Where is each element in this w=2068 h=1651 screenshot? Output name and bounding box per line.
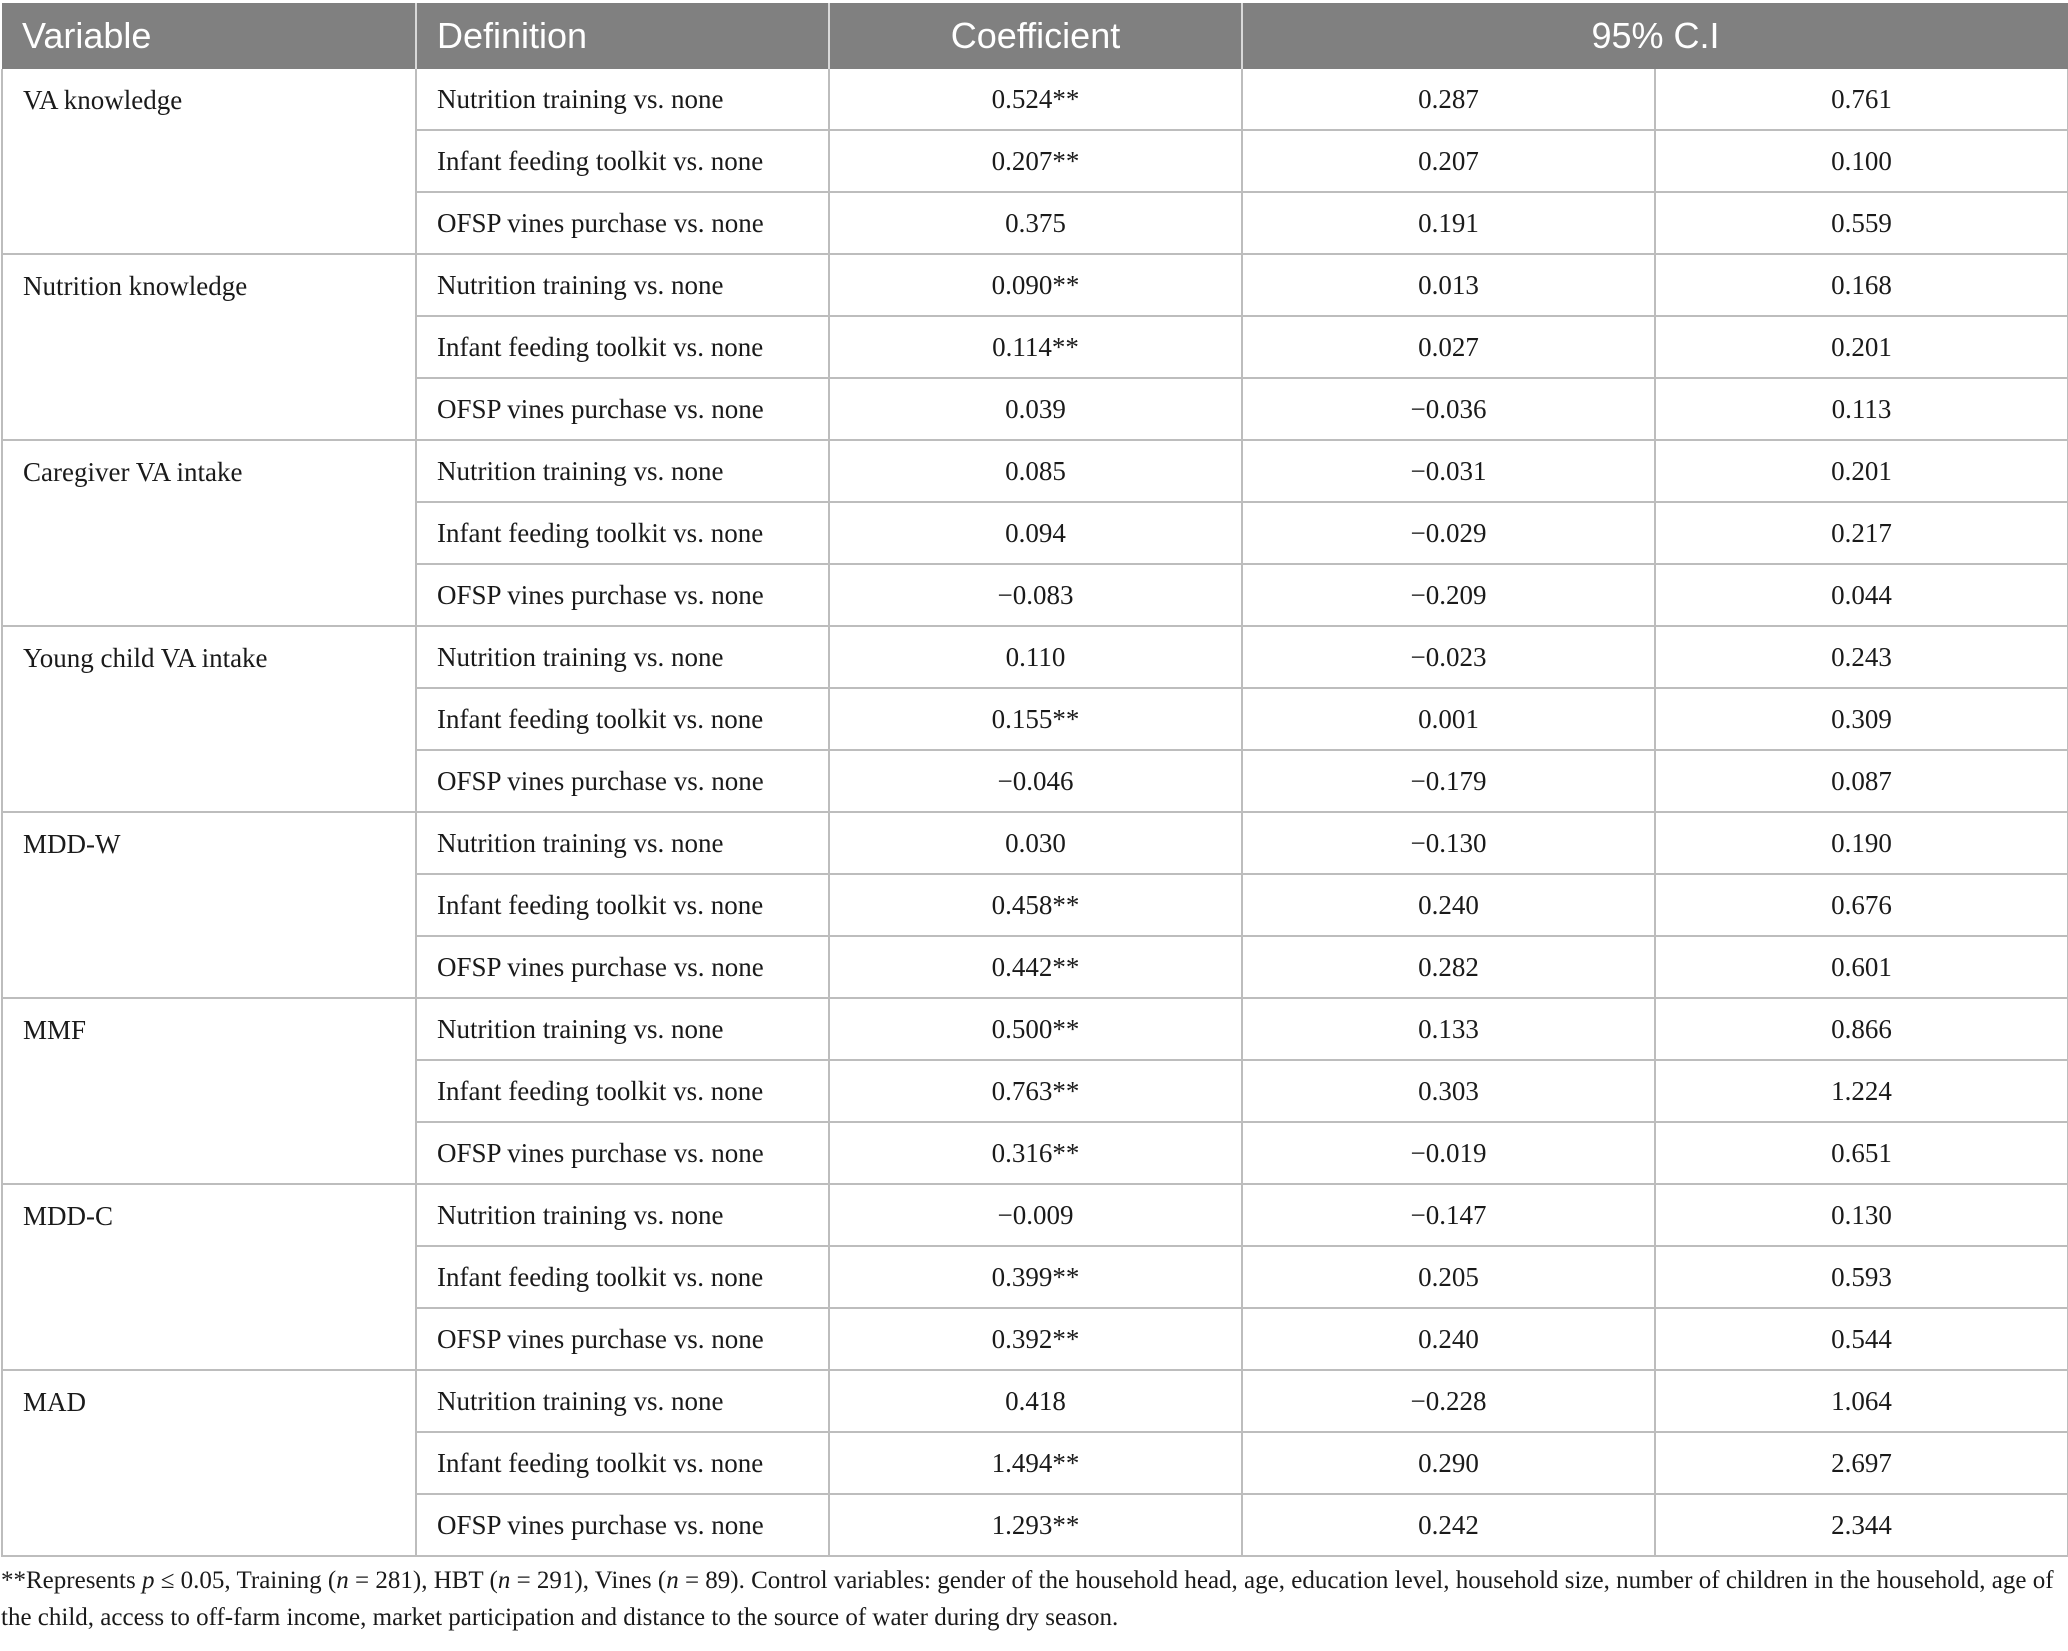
cell-ci-lower: −0.031 [1242, 440, 1655, 502]
cell-ci-lower: −0.029 [1242, 502, 1655, 564]
cell-variable: Caregiver VA intake [2, 440, 416, 626]
header-coefficient: Coefficient [829, 3, 1242, 69]
cell-definition: Nutrition training vs. none [416, 440, 829, 502]
cell-ci-upper: 0.044 [1655, 564, 2068, 626]
footnote-text: ≤ 0.05, Training ( [154, 1567, 337, 1594]
cell-ci-lower: −0.130 [1242, 812, 1655, 874]
cell-ci-upper: 2.697 [1655, 1432, 2068, 1494]
cell-definition: OFSP vines purchase vs. none [416, 378, 829, 440]
cell-ci-upper: 0.087 [1655, 750, 2068, 812]
cell-ci-lower: 0.282 [1242, 936, 1655, 998]
cell-ci-upper: 2.344 [1655, 1494, 2068, 1556]
cell-ci-lower: 0.240 [1242, 1308, 1655, 1370]
cell-ci-lower: −0.147 [1242, 1184, 1655, 1246]
cell-ci-lower: 0.013 [1242, 254, 1655, 316]
cell-ci-upper: 0.651 [1655, 1122, 2068, 1184]
cell-ci-lower: −0.179 [1242, 750, 1655, 812]
table-row [2, 998, 2068, 1060]
cell-ci-lower: 0.191 [1242, 192, 1655, 254]
cell-ci-lower: 0.290 [1242, 1432, 1655, 1494]
header-row [2, 3, 2068, 69]
cell-ci-lower: 0.242 [1242, 1494, 1655, 1556]
cell-ci-lower: 0.001 [1242, 688, 1655, 750]
cell-definition: Nutrition training vs. none [416, 1370, 829, 1432]
cell-coefficient: 0.090** [829, 254, 1242, 316]
cell-ci-upper: 0.201 [1655, 316, 2068, 378]
cell-coefficient: 0.418 [829, 1370, 1242, 1432]
cell-definition: Nutrition training vs. none [416, 812, 829, 874]
cell-definition: Nutrition training vs. none [416, 1184, 829, 1246]
cell-ci-upper: 0.100 [1655, 130, 2068, 192]
cell-ci-lower: −0.023 [1242, 626, 1655, 688]
cell-definition: Infant feeding toolkit vs. none [416, 874, 829, 936]
cell-ci-upper: 0.676 [1655, 874, 2068, 936]
cell-ci-lower: −0.209 [1242, 564, 1655, 626]
cell-variable: Nutrition knowledge [2, 254, 416, 440]
cell-coefficient: 0.110 [829, 626, 1242, 688]
cell-ci-upper: 0.217 [1655, 502, 2068, 564]
cell-ci-upper: 0.190 [1655, 812, 2068, 874]
table-row [2, 1370, 2068, 1432]
cell-ci-lower: 0.207 [1242, 130, 1655, 192]
cell-ci-lower: 0.133 [1242, 998, 1655, 1060]
cell-definition: OFSP vines purchase vs. none [416, 192, 829, 254]
cell-definition: Infant feeding toolkit vs. none [416, 688, 829, 750]
cell-definition: OFSP vines purchase vs. none [416, 750, 829, 812]
cell-ci-upper: 0.866 [1655, 998, 2068, 1060]
cell-definition: Infant feeding toolkit vs. none [416, 1246, 829, 1308]
cell-ci-lower: −0.036 [1242, 378, 1655, 440]
footnote-n-symbol: n [336, 1567, 349, 1594]
cell-coefficient: 0.039 [829, 378, 1242, 440]
cell-coefficient: 0.155** [829, 688, 1242, 750]
cell-definition: Infant feeding toolkit vs. none [416, 130, 829, 192]
footnote-text: **Represents [1, 1567, 142, 1594]
header-definition: Definition [416, 3, 829, 69]
cell-definition: Nutrition training vs. none [416, 998, 829, 1060]
cell-ci-lower: 0.205 [1242, 1246, 1655, 1308]
cell-definition: OFSP vines purchase vs. none [416, 1308, 829, 1370]
cell-variable: MDD-W [2, 812, 416, 998]
footnote-text: = 291), Vines ( [510, 1567, 667, 1594]
cell-coefficient: 0.094 [829, 502, 1242, 564]
cell-ci-upper: 0.168 [1655, 254, 2068, 316]
cell-coefficient: 0.392** [829, 1308, 1242, 1370]
cell-definition: Infant feeding toolkit vs. none [416, 502, 829, 564]
cell-coefficient: 0.458** [829, 874, 1242, 936]
cell-ci-lower: −0.019 [1242, 1122, 1655, 1184]
cell-coefficient: 1.494** [829, 1432, 1242, 1494]
cell-ci-lower: 0.287 [1242, 69, 1655, 130]
cell-coefficient: 0.375 [829, 192, 1242, 254]
cell-ci-upper: 0.761 [1655, 69, 2068, 130]
cell-ci-upper: 1.064 [1655, 1370, 2068, 1432]
cell-ci-lower: 0.303 [1242, 1060, 1655, 1122]
cell-ci-upper: 0.113 [1655, 378, 2068, 440]
cell-coefficient: 0.399** [829, 1246, 1242, 1308]
cell-definition: Nutrition training vs. none [416, 69, 829, 130]
cell-ci-upper: 0.309 [1655, 688, 2068, 750]
table-header [2, 3, 2068, 69]
header-confidence-interval: 95% C.I [1242, 3, 2068, 69]
table-row [2, 440, 2068, 502]
cell-coefficient: −0.009 [829, 1184, 1242, 1246]
cell-coefficient: 0.442** [829, 936, 1242, 998]
table-body [2, 69, 2068, 1556]
cell-ci-lower: −0.228 [1242, 1370, 1655, 1432]
cell-variable: MDD-C [2, 1184, 416, 1370]
cell-ci-upper: 0.130 [1655, 1184, 2068, 1246]
table-footnote [1, 1562, 2056, 1636]
cell-definition: Nutrition training vs. none [416, 254, 829, 316]
cell-ci-upper: 0.593 [1655, 1246, 2068, 1308]
cell-coefficient: 0.316** [829, 1122, 1242, 1184]
cell-coefficient: −0.046 [829, 750, 1242, 812]
cell-ci-upper: 0.601 [1655, 936, 2068, 998]
cell-coefficient: 0.114** [829, 316, 1242, 378]
table-row [2, 812, 2068, 874]
cell-coefficient: 0.524** [829, 69, 1242, 130]
footnote-text: = 89). Control variables: gender of the household head, age, education level, household size, number of children in the household, age of the child, access to off-farm income, market participation and distance to the source of water during dry season. [1, 1567, 2054, 1631]
cell-definition: Infant feeding toolkit vs. none [416, 316, 829, 378]
cell-coefficient: 0.207** [829, 130, 1242, 192]
header-variable: Variable [2, 3, 416, 69]
footnote-p-symbol: p [141, 1567, 155, 1594]
cell-definition: Infant feeding toolkit vs. none [416, 1060, 829, 1122]
footnote-n-symbol: n [666, 1567, 679, 1594]
cell-variable: MMF [2, 998, 416, 1184]
cell-ci-upper: 0.559 [1655, 192, 2068, 254]
cell-coefficient: 0.085 [829, 440, 1242, 502]
table-row [2, 626, 2068, 688]
footnote-n-symbol: n [497, 1567, 511, 1594]
table-row [2, 254, 2068, 316]
cell-definition: OFSP vines purchase vs. none [416, 936, 829, 998]
cell-variable: VA knowledge [2, 69, 416, 254]
cell-coefficient: −0.083 [829, 564, 1242, 626]
cell-variable: Young child VA intake [2, 626, 416, 812]
cell-definition: Infant feeding toolkit vs. none [416, 1432, 829, 1494]
cell-definition: OFSP vines purchase vs. none [416, 564, 829, 626]
cell-coefficient: 1.293** [829, 1494, 1242, 1556]
regression-results-table [1, 3, 2068, 1557]
table-row [2, 1184, 2068, 1246]
cell-ci-upper: 1.224 [1655, 1060, 2068, 1122]
cell-ci-upper: 0.201 [1655, 440, 2068, 502]
footnote-text: = 281), HBT ( [348, 1567, 498, 1594]
cell-definition: OFSP vines purchase vs. none [416, 1122, 829, 1184]
cell-coefficient: 0.763** [829, 1060, 1242, 1122]
cell-definition: Nutrition training vs. none [416, 626, 829, 688]
cell-ci-upper: 0.243 [1655, 626, 2068, 688]
cell-ci-lower: 0.027 [1242, 316, 1655, 378]
cell-ci-upper: 0.544 [1655, 1308, 2068, 1370]
cell-coefficient: 0.030 [829, 812, 1242, 874]
cell-ci-lower: 0.240 [1242, 874, 1655, 936]
cell-coefficient: 0.500** [829, 998, 1242, 1060]
table-row [2, 69, 2068, 130]
cell-definition: OFSP vines purchase vs. none [416, 1494, 829, 1556]
cell-variable: MAD [2, 1370, 416, 1556]
